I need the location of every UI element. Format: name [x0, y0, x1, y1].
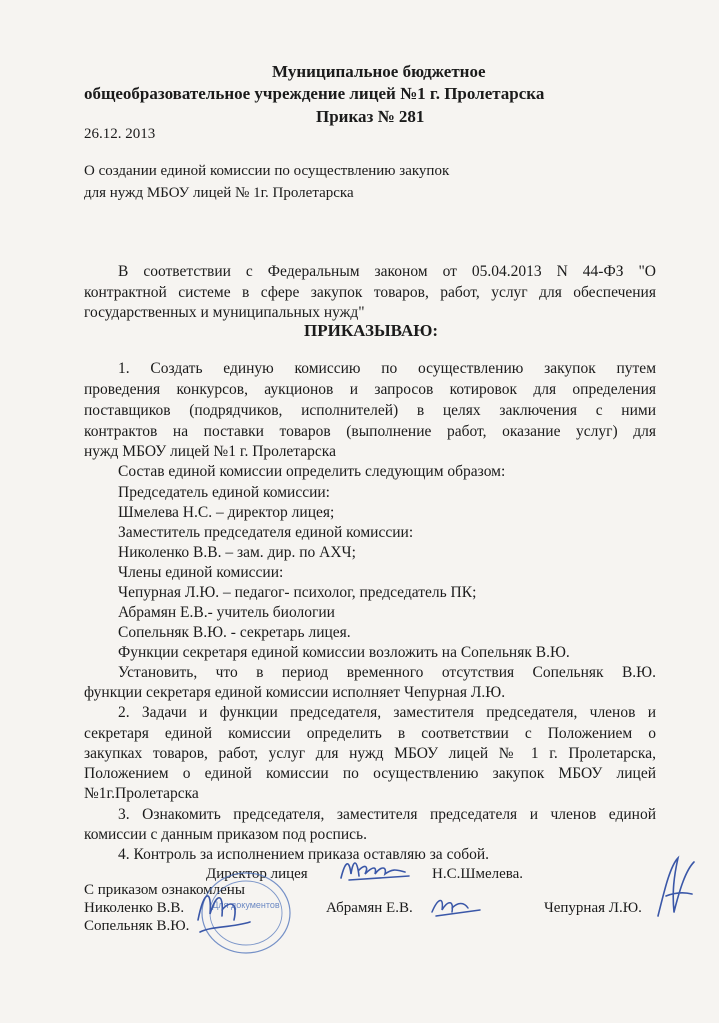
preamble-line-3: государственных и муниципальных нужд" [84, 304, 365, 321]
director-name: Н.С.Шмелева. [432, 866, 524, 882]
order-word: ПРИКАЗЫВАЮ: [304, 321, 439, 340]
secretary-assignment: Функции секретаря единой комиссии возложить на Сопельняк В.Ю. [118, 644, 570, 661]
order-title: Приказ № 281 [316, 107, 425, 126]
acquainted-label: С приказом ознакомлены [84, 882, 245, 898]
item1-line-4: контрактов на поставки товаров (выполнение работ, оказание услуг) для [84, 423, 656, 440]
member-3: Сопельняк В.Ю. - секретарь лицея. [118, 624, 351, 641]
members-label: Члены единой комиссии: [118, 564, 284, 581]
absence-line-1: Установить, что в период временного отсутствия Сопельняк В.Ю. [118, 664, 656, 681]
item2-line-1: 2. Задачи и функции председателя, заместителя председателя, членов и [118, 704, 656, 721]
item3-line-1: 3. Ознакомить председателя, заместителя председателя и членов единой [118, 806, 656, 823]
item1-line-2: проведения конкурсов, аукционов и запросов котировок для определения [84, 381, 656, 398]
acquainted-person-1: Николенко В.В. [84, 900, 185, 916]
absence-line-2: функции секретаря единой комиссии исполняет Чепурная Л.Ю. [84, 684, 506, 701]
acquainted-person-4: Сопельняк В.Ю. [84, 918, 190, 934]
member-2: Абрамян Е.В.- учитель биологии [118, 604, 335, 621]
item2-line-2: секретаря единой комиссии определить в соответствии с Положением о [84, 725, 656, 742]
item2-line-5: №1г.Пролетарска [84, 785, 199, 802]
institution-line-1: Муниципальное бюджетное [272, 62, 486, 81]
institution-line-2: общеобразовательное учреждение лицей №1 г. Пролетарска [84, 84, 545, 103]
subject-line-2: для нужд МБОУ лицей № 1г. Пролетарска [84, 185, 354, 201]
item2-line-3: закупках товаров, работ, услуг для нужд МБОУ лицей № 1 г. Пролетарска, [84, 745, 656, 762]
item4: 4. Контроль за исполнением приказа оставляю за собой. [118, 846, 490, 863]
item1-line-5: нужд МБОУ лицей №1 г. Пролетарска [84, 443, 336, 460]
order-date: 26.12. 2013 [84, 126, 156, 142]
item3-line-2: комиссии с данным приказом под роспись. [84, 826, 367, 843]
item1-line-1: 1. Создать единую комиссию по осуществлению закупок путем [118, 360, 656, 377]
composition-intro: Состав единой комиссии определить следующим образом: [118, 463, 506, 480]
subject-line-1: О создании единой комиссии по осуществлению закупок [84, 163, 450, 179]
chair-person: Шмелева Н.С. – директор лицея; [118, 504, 335, 521]
deputy-label: Заместитель председателя единой комиссии: [118, 524, 414, 541]
chair-label: Председатель единой комиссии: [118, 484, 330, 501]
stamp-text: Для документов [212, 900, 280, 910]
item1-line-3: поставщиков (подрядчиков, исполнителей) в целях заключения с ними [84, 402, 656, 419]
acquainted-person-3: Чепурная Л.Ю. [544, 900, 642, 916]
deputy-person: Николенко В.В. – зам. дир. по АХЧ; [118, 544, 356, 561]
director-position: Директор лицея [206, 866, 308, 882]
signature-nikolenko [190, 880, 260, 940]
member-1: Чепурная Л.Ю. – педагог- психолог, председатель ПК; [118, 584, 477, 601]
signature-abramyan [428, 890, 484, 920]
preamble-line-2: контрактной системе в сфере закупок товаров, работ, услуг для обеспечения [84, 284, 656, 301]
acquainted-person-2: Абрамян Е.В. [326, 900, 413, 916]
signature-chepurnaya [648, 852, 700, 922]
item2-line-4: Положением о единой комиссии по осуществлению закупок МБОУ лицей [84, 765, 656, 782]
director-signature [335, 852, 415, 886]
preamble-line-1: В соответствии с Федеральным законом от 05.04.2013 N 44-ФЗ "О [118, 263, 656, 280]
